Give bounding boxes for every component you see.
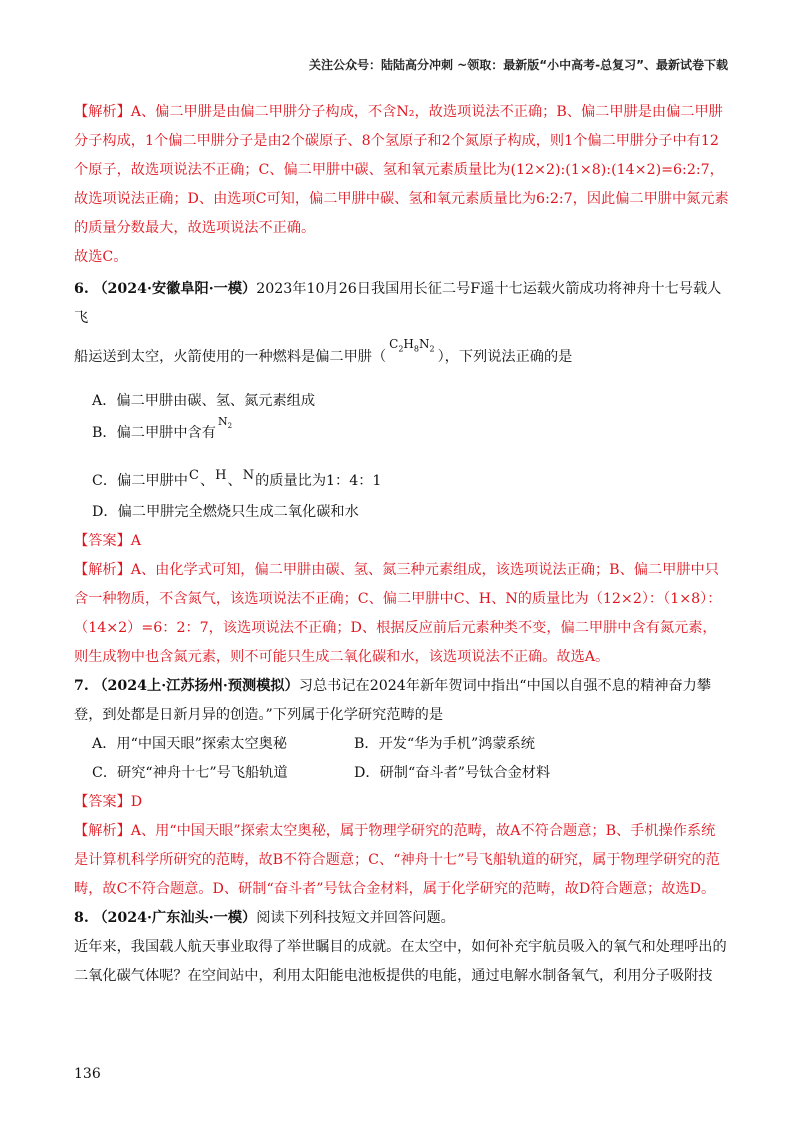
question-7-number: 7. — [74, 677, 89, 694]
question-7-option-a: A．用“中国天眼”探索太空奥秘 — [92, 735, 288, 752]
question-6-stem-part-b: ），下列说法正确的是 — [437, 349, 573, 365]
prev-explanation: 【解析】A、偏二甲肼是由偏二甲肼分子构成，不含N₂，故选项说法不正确；B、偏二甲肼是由偏二甲肼分子构成，1个偏二甲肼分子是由2个碳原子、8个氢原子和2个氮原子构成，则1个偏二甲肼分子中有12个原子，故选项说法不正确；C、偏二甲肼中碳、氢和氧元素质量比为(12×2):(1×8):(14×2)=6:2:7，故选项说法正确；D、由选项C可知，偏二甲肼中碳、氢和氧元素质量比为6:2:7，因此偏二甲肼中氮元素的质量分数最大，故选项说法不正确。 — [74, 104, 729, 236]
question-7-explanation: 【解析】A、用“中国天眼”探索太空奥秘，属于物理学研究的范畴，故A不符合题意；B、手机操作系统是计算机科学所研究的范畴，故B不符合题意；C、“神舟十七”号飞船轨道的研究，属于物理学研究的范畴，故C不符合题意。D、研制“奋斗者”号钛合金材料，属于化学研究的范畴，故D符合题意；故选D。 — [74, 822, 720, 897]
question-6-option-b — [74, 415, 729, 453]
element-c: C — [188, 467, 199, 483]
question-6-stem-part-a: 船运送到太空，火箭使用的一种燃料是偏二甲肼（ — [74, 349, 387, 365]
fuel-formula: $C_2H_8N_2$ — [389, 337, 435, 354]
sep-1: 、 — [199, 472, 215, 489]
question-6-explanation: 【解析】A、由化学式可知，偏二甲肼由碳、氢、氮三种元素组成，该选项说法正确；B、偏二甲肼中只含一种物质，不含氮气，该选项说法不正确；C、偏二甲肼中C、H、N的质量比为（12×2）：（1×8）：（14×2）=6：2：7，该选项说法不正确；D、根据反应前后元素种类不变，偏二甲肼中含有氮元素，则生成物中也含氮元素，则不可能只生成二氧化碳和水，该选项说法不正确。故选A。 — [74, 561, 722, 665]
question-7-stem — [74, 672, 729, 730]
question-7-option-c: C．研究“神舟十七”号飞船轨道 — [92, 764, 288, 781]
question-7-option-d: D．研制“奋斗者”号钛合金材料 — [354, 764, 551, 781]
question-7-option-b: B．开发“华为手机”鸿蒙系统 — [354, 735, 535, 752]
page-header: 关注公众号：陆陆高分冲刺 ~领取：最新版“小中高考-总复习”、最新试卷下载 — [309, 58, 728, 72]
page-number: 136 — [74, 1066, 101, 1082]
element-n: N — [242, 467, 255, 483]
question-6-answer: 【答案】A — [74, 532, 141, 549]
sep-2: 、 — [227, 472, 242, 489]
element-h: H — [215, 467, 227, 483]
prev-conclusion: 故选C。 — [74, 249, 128, 265]
question-6-number: 6. — [74, 281, 89, 297]
question-7-options-row2 — [74, 759, 729, 788]
option-b-formula: $N_2$ — [217, 415, 233, 431]
option-c-suffix: 的质量比为1：4：1 — [255, 472, 382, 489]
question-8-number: 8. — [74, 909, 89, 926]
question-6-option-d: D．偏二甲肼完全燃烧只生成二氧化碳和水 — [92, 503, 359, 520]
question-6-stem-text: 2023年10月26日我国用长征二号F遥十七运载火箭成功将神舟十七号载人飞 — [74, 281, 722, 326]
question-7-answer: 【答案】D — [74, 793, 143, 810]
question-6-source: （2024·安徽阜阳·一模） — [93, 281, 257, 297]
question-7-source: （2024上·江苏扬州·预测模拟） — [93, 677, 299, 694]
question-8-stem — [74, 904, 729, 933]
question-6-stem-line2 — [74, 337, 729, 376]
option-b-text: B．偏二甲肼中含有 — [92, 425, 216, 442]
option-c-prefix: C．偏二甲肼中 — [92, 472, 188, 489]
question-6-stem-line1 — [74, 275, 729, 333]
document-body — [74, 98, 729, 991]
question-6-option-a: A．偏二甲肼由碳、氢、氮元素组成 — [92, 393, 316, 410]
question-8-passage: 近年来，我国载人航天事业取得了举世瞩目的成就。在太空中，如何补充宇航员吸入的氧气和处理呼出的二氧化碳气体呢？在空间站中，利用太阳能电池板提供的电能，通过电解水制备氧气，利用分子吸附技 — [74, 938, 727, 984]
question-7-options-row1 — [74, 730, 729, 759]
question-7-stem-text: 习总书记在2024年新年贺词中指出“中国以自强不息的精神奋力攀登，到处都是日新月异的创造。”下列属于化学研究范畴的是 — [74, 677, 712, 723]
question-8-stem-text: 阅读下列科技短文并回答问题。 — [256, 909, 455, 926]
question-6-option-c — [74, 466, 729, 497]
question-8-source: （2024·广东汕头·一模） — [93, 909, 257, 926]
